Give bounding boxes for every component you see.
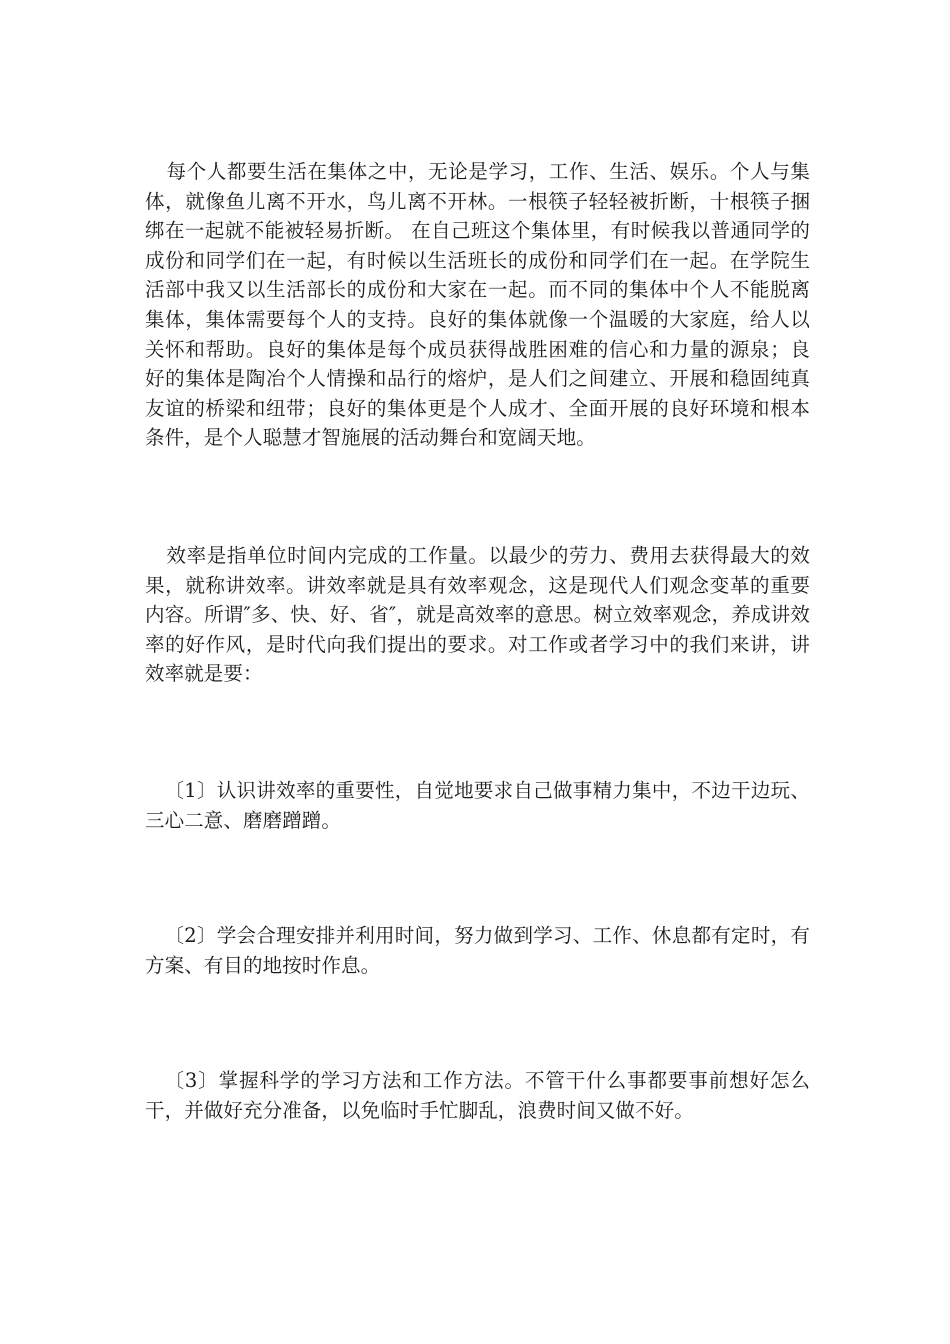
list-item-3: 〔3〕掌握科学的学习方法和工作方法。不管干什么事都要事前想好怎么干，并做好充分准备，以免临时手忙脚乱，浪费时间又做不好。: [145, 1069, 810, 1122]
list-item-1: 〔1〕认识讲效率的重要性，自觉地要求自己做事精力集中，不边干边玩、三心二意、磨磨蹭蹭。: [145, 778, 810, 832]
list-item-2: 〔2〕学会合理安排并利用时间，努力做到学习、工作、休息都有定时，有方案、有目的地按时作息。: [145, 924, 810, 977]
paragraph-efficiency: 效率是指单位时间内完成的工作量。以最少的劳力、费用去获得最大的效果，就称讲效率。讲效率就是具有效率观念，这是现代人们观念变革的重要内容。所谓″多、快、好、省″，就是高效率的意思。树立效率观念，养成讲效率的好作风，是时代向我们提出的要求。对工作或者学习中的我们来讲，讲效率就是要：: [145, 543, 810, 686]
paragraph-collective: 每个人都要生活在集体之中，无论是学习，工作、生活、娱乐。个人与集体，就像鱼儿离不开水，鸟儿离不开林。一根筷子轻轻被折断，十根筷子捆绑在一起就不能被轻易折断。 在自己班这个集体里，有时候我以普通同学的成份和同学们在一起，有时候以生活班长的成份和同学们在一起。在学院生活部中我又以生活部长的成份和大家在一起。而不同的集体中个人不能脱离集体，集体需要每个人的支持。良好的集体就像一个温暖的大家庭，给人以关怀和帮助。良好的集体是每个成员获得战胜困难的信心和力量的源泉；良好的集体是陶冶个人情操和品行的熔炉，是人们之间建立、开展和稳固纯真友谊的桥梁和纽带；良好的集体更是个人成才、全面开展的良好环境和根本条件，是个人聪慧才智施展的活动舞台和宽阔天地。: [145, 160, 810, 450]
document-body: [145, 157, 810, 1125]
